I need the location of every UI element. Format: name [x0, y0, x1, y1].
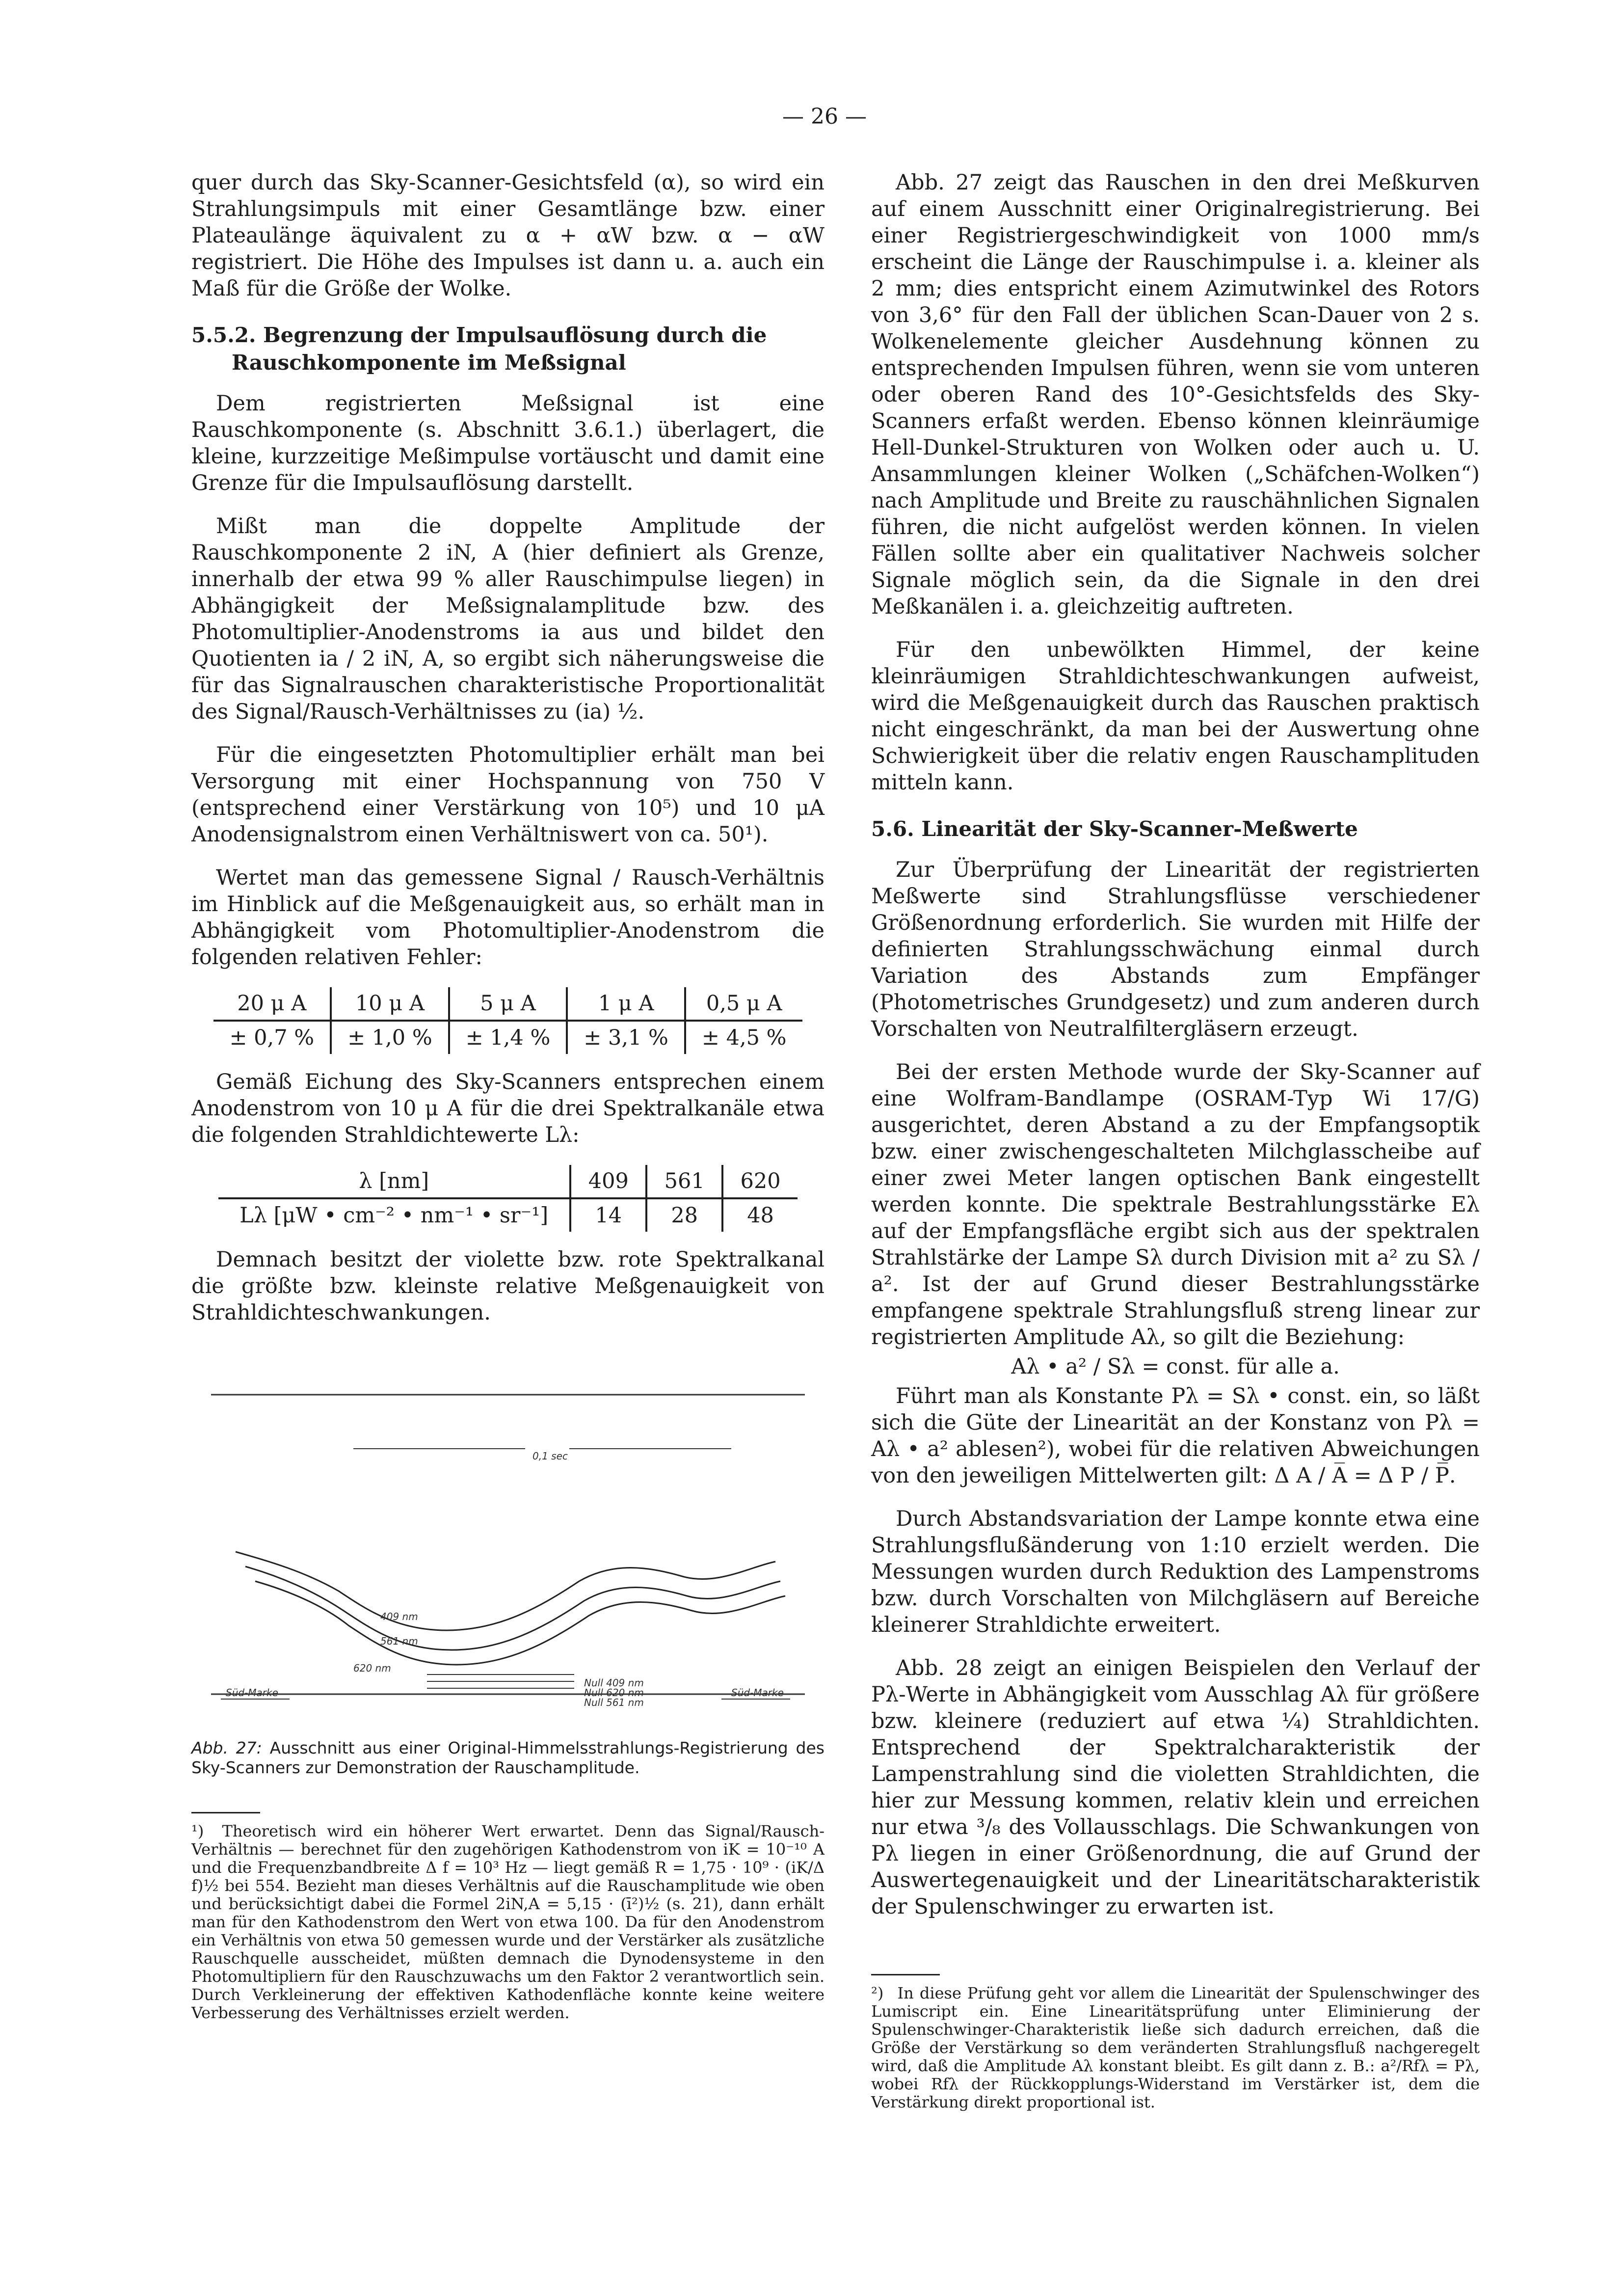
formula: Aλ • a² / Sλ = const. für alle a. [1011, 1354, 1340, 1379]
table-header-cell: 10 μ A [331, 987, 449, 1021]
page-number: — 26 — [782, 104, 867, 129]
paragraph: Abb. 28 zeigt an einigen Beispielen den Verlauf der Pλ-Werte in Abhängigkeit vom Ausschlag Aλ für größere bzw. kleinere (reduziert auf etwa ¼) Strahldichten. Entsprechend der Spektralcharakteristik der Lampenstrahlung sind die violetten Strahldichten, die hier zur Messung kommen, relativ klein und erreichen nur etwa ³/₈ des Vollausschlags. Die Schwankungen von Pλ liegen in einer Größenordnung, die auf Grund der Auswertegenauigkeit und der Linearitätscharakteristik der Spulenschwinger zu erwarten ist. [871, 1656, 1480, 1919]
section-title: Linearität der Sky-Scanner-Meßwerte [921, 817, 1358, 841]
table-header-cell: 620 [722, 1165, 798, 1198]
table-header-cell: 5 μ A [449, 987, 567, 1021]
paragraph: Mißt man die doppelte Amplitude der Rauschkomponente 2 iN, A (hier definiert als Grenze, innerhalb der etwa 99 % aller Rauschimpulse liegen) in Abhängigkeit der Meßsignalamplitude bzw. des Photomultiplier-Anodenstroms ia aus und bildet den Quotienten ia / 2 iN, A, so ergibt sich näherungsweise die für das Signalrauschen charakteristische Proportionalität des Signal/Rausch-Verhältnisses zu (ia) ½. [191, 514, 825, 724]
table-cell: ± 3,1 % [567, 1021, 685, 1054]
curve-620 [255, 1581, 785, 1665]
table-header-cell: 0,5 μ A [685, 987, 802, 1021]
table-header-cell: 561 [646, 1165, 722, 1198]
paragraph: quer durch das Sky-Scanner-Gesichtsfeld (α), so wird ein Strahlungsimpuls mit einer Gesamtlänge bzw. einer Plateaulänge äquivalent zu α + αW bzw. α − αW registriert. Die Höhe des Impulses ist dann u. a. auch ein Maß für die Größe der Wolke. [191, 170, 825, 301]
paragraph: Gemäß Eichung des Sky-Scanners entsprechen einem Anodenstrom von 10 μ A für die drei Spektralkanäle etwa die folgenden Strahldichtewerte Lλ: [191, 1070, 825, 1147]
curve-620-label: 620 nm [353, 1662, 391, 1674]
paragraph: Für die eingesetzten Photomultiplier erhält man bei Versorgung mit einer Hochspannung von 750 V (entsprechend einer Verstärkung von 10⁵) und 10 μA Anodensignalstrom einen Verhältniswert von ca. 50¹). [191, 743, 825, 847]
relative-error-table [213, 987, 802, 1054]
right-marker-label: Süd-Marke [731, 1687, 784, 1699]
left-marker-label: Süd-Marke [226, 1687, 278, 1699]
curve-409-label: 409 nm [380, 1611, 418, 1622]
curve-409 [236, 1552, 775, 1630]
paragraph: Wertet man das gemessene Signal / Rausch-Verhältnis im Hinblick auf die Meßgenauigkeit aus, so erhält man in Abhängigkeit vom Photomultiplier-Anodenstrom die folgenden relativen Fehler: [191, 865, 825, 970]
table-header-cell: λ [nm] [218, 1165, 570, 1198]
figure-caption [191, 1738, 825, 1778]
footnote-mark: ¹) [191, 1822, 204, 1840]
section-title-line1: Begrenzung der Impulsauflösung durch die [263, 323, 767, 347]
time-scale-label: 0,1 sec [532, 1450, 568, 1462]
paragraph: Für den unbewölkten Himmel, der keine kleinräumigen Strahldichteschwankungen aufweist, wird die Meßgenauigkeit durch das Rauschen praktisch nicht eingeschränkt, da man bei der Auswertung ohne Schwierigkeit über die relativ engen Rauschamplituden mitteln kann. [871, 638, 1480, 795]
null-620-label: Null 620 nm [584, 1687, 644, 1699]
footnote-1 [191, 1822, 825, 2022]
table-header-cell: 409 [570, 1165, 646, 1198]
paragraph: Bei der ersten Methode wurde der Sky-Scanner auf eine Wolfram-Bandlampe (OSRAM-Typ Wi 17/G) ausgerichtet, deren Abstand a zu der Empfangsoptik bzw. einer zwischengeschalteten Milchglasscheibe auf einer zwei Meter langen optischen Bank eingestellt werden konnte. Die spektrale Bestrahlungsstärke Eλ auf der Empfangsfläche ergibt sich aus der spektralen Strahlstärke der Lampe Sλ durch Division mit a² zu Sλ / a². Ist der auf Grund dieser Bestrahlungsstärke empfangene spektrale Strahlungsfluß streng linear zur registrierten Amplitude Aλ, so gilt die Beziehung: [871, 1060, 1480, 1350]
table-cell: Lλ [μW • cm⁻² • nm⁻¹ • sr⁻¹] [239, 1203, 549, 1228]
table-header-cell: 1 μ A [567, 987, 685, 1021]
caption-text: Ausschnitt aus einer Original-Himmelsstrahlungs-Registrierung des Sky-Scanners zur Demonstration der Rauschamplitude. [191, 1738, 825, 1777]
footnote-mark: ²) [871, 1984, 884, 2002]
paragraph: Dem registrierten Meßsignal ist eine Rauschkomponente (s. Abschnitt 3.6.1.) überlagert, die kleine, kurzzeitige Meßimpulse vortäuscht und damit eine Grenze für die Impulsauflösung darstellt. [191, 391, 825, 495]
figure-27 [191, 1355, 825, 1729]
footnote-text: In diese Prüfung geht vor allem die Linearität der Spulenschwinger des Lumiscript ein. Eine Linearitätsprüfung unter Eliminierung der Spulenschwinger-Charakteristik ließe sich dadurch erreichen, daß die Größe der Verstärkung so dem veränderten Strahlungsfluß nachgeregelt wird, daß die Amplitude Aλ konstant bleibt. Es gilt dann z. B.: a²/Rfλ = Pλ, wobei Rfλ der Rückkopplungs-Widerstand im Verstärker ist, dem die Verstärkung direkt proportional ist. [871, 1984, 1480, 2111]
caption-lead: Abb. 27: [191, 1738, 262, 1757]
table-cell: ± 1,0 % [331, 1021, 449, 1054]
table-cell: 28 [646, 1198, 722, 1232]
footnote-2 [871, 1984, 1480, 2111]
footnote-rule [191, 1812, 260, 1813]
right-column [871, 169, 1480, 2111]
recording-plot [191, 1355, 825, 1729]
radiance-table [218, 1165, 798, 1232]
left-column [191, 169, 825, 2022]
table-cell: 48 [722, 1198, 798, 1232]
table-cell: 14 [570, 1198, 646, 1232]
paragraph: Durch Abstandsvariation der Lampe konnte etwa eine Strahlungsflußänderung von 1:10 erzielt werden. Die Messungen wurden durch Reduktion des Lampenstroms bzw. durch Vorschalten von Milchgläsern auf Bereiche kleinerer Strahldichte erweitert. [871, 1507, 1480, 1637]
curve-561-label: 561 nm [380, 1635, 418, 1647]
table-cell: ± 0,7 % [229, 1026, 315, 1050]
footnote-text: Theoretisch wird ein höherer Wert erwartet. Denn das Signal/Rausch-Verhältnis — berechnet für den zugehörigen Kathodenstrom von iK = 10⁻¹⁰ A und die Frequenzbandbreite Δ f = 10³ Hz — liegt gemäß R = 1,75 · 10⁹ · (iK/Δ f)½ bei 554. Bezieht man dieses Verhältnis auf die Rauschamplitude wie oben und berücksichtigt dabei die Formel 2iN,A = 5,15 · (ī²)½ (s. 21), dann erhält man für den Kathodenstrom den Wert von etwa 100. Da für den Anodenstrom ein Verhältnis von etwa 50 gemessen wurde und der Verstärker als zusätzliche Rauschquelle ausscheidet, müßten demnach die Dynodensysteme in den Photomultipliern für den Rauschzuwachs um den Faktor 2 verantwortlich sein. Durch Verkleinerung der effektiven Kathodenfläche konnte keine weitere Verbesserung des Verhältnisses erzielt werden. [191, 1822, 825, 2022]
paragraph: Demnach besitzt der violette bzw. rote Spektralkanal die größte bzw. kleinste relative Meßgenauigkeit von Strahldichteschwankungen. [191, 1247, 825, 1325]
footnote-rule [871, 1974, 940, 1975]
section-title-line2: Rauschkomponente im Meßsignal [232, 351, 626, 375]
section-heading [191, 322, 825, 377]
paragraph: Führt man als Konstante Pλ = Sλ • const. ein, so läßt sich die Güte der Linearität an der Konstanz von Pλ = Aλ • a² ablesen²), wobei für die relativen Abweichungen von den jeweiligen Mittelwerten gilt: Δ A / A̅ = Δ P / P̅. [871, 1384, 1480, 1488]
table-cell: ± 4,5 % [685, 1021, 802, 1054]
null-409-label: Null 409 nm [584, 1677, 644, 1689]
table-header-cell: 20 μ A [213, 987, 331, 1021]
table-cell: ± 1,4 % [449, 1021, 567, 1054]
paragraph: Abb. 27 zeigt das Rauschen in den drei Meßkurven auf einem Ausschnitt einer Originalregistrierung. Bei einer Registriergeschwindigkeit von 1000 mm/s erscheint die Länge der Rauschimpulse i. a. kleiner als 2 mm; dies entspricht einem Azimutwinkel des Rotors von 3,6° für den Fall der üblichen Scan-Dauer von 2 s. Wolkenelemente gleicher Ausdehnung können zu entsprechenden Impulsen führen, wenn sie vom unteren oder oberen Rand des 10°-Gesichtsfelds des Sky-Scanners erfaßt werden. Ebenso können kleinräumige Hell-Dunkel-Strukturen von Wolken oder auch u. U. Ansammlungen kleiner Wolken („Schäfchen-Wolken“) nach Amplitude und Breite zu rauschähnlichen Signalen führen, die nicht aufgelöst werden können. In vielen Fällen sollte aber ein qualitativer Nachweis solcher Signale möglich sein, da die Signale in den drei Meßkanälen i. a. gleichzeitig auftreten. [871, 170, 1480, 619]
section-number: 5.6. [871, 817, 914, 841]
section-number: 5.5.2. [191, 323, 256, 347]
section-heading [871, 815, 1480, 843]
paragraph: Zur Überprüfung der Linearität der registrierten Meßwerte sind Strahlungsflüsse verschiedener Größenordnung erforderlich. Sie wurden mit Hilfe der definierten Strahlungsschwächung einmal durch Variation des Abstands zum Empfänger (Photometrisches Grundgesetz) und zum anderen durch Vorschalten von Neutralfiltergläsern erzeugt. [871, 858, 1480, 1041]
null-561-label: Null 561 nm [584, 1697, 644, 1708]
